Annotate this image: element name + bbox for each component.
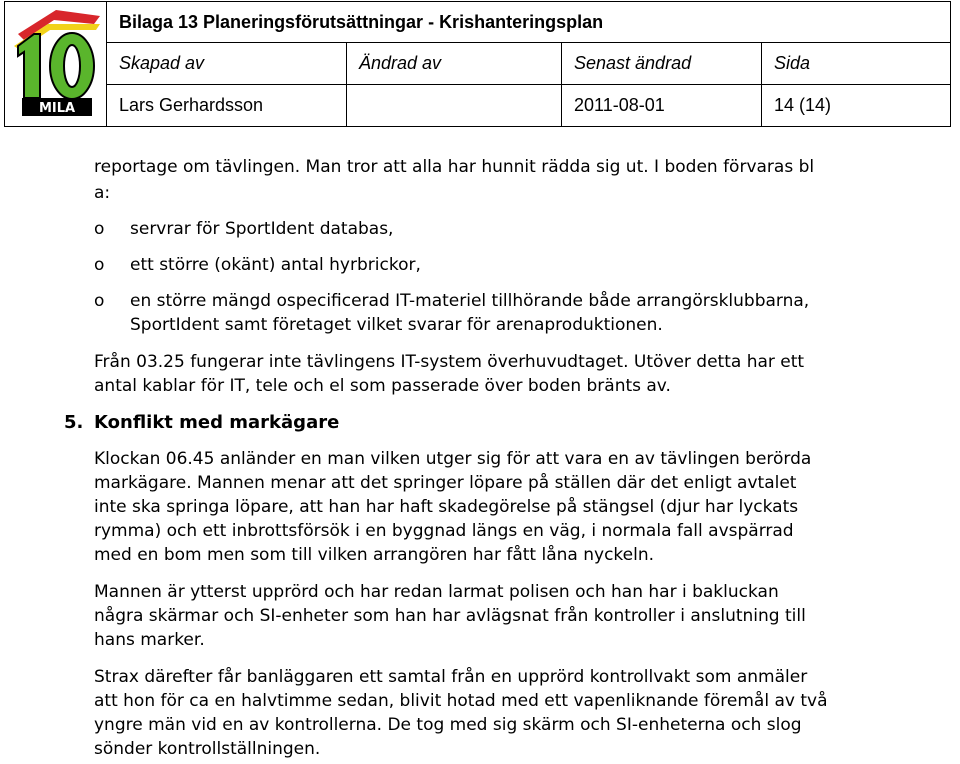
list-item: en större mängd ospecificerad IT-materiel tillhörande både arrangörsklubbarna, — [130, 291, 810, 311]
text-line: att hon för ca en halvtimme sedan, blivit hotad med ett vapenliknande föremål av två — [94, 691, 828, 711]
logo-digit-zero-hole — [64, 45, 80, 87]
text-line: med en bom men som till vilken arrangören har fått låna nyckeln. — [94, 545, 655, 565]
document-header — [4, 1, 951, 127]
text-line: a: — [94, 183, 111, 203]
created-by-value: Lars Gerhardsson — [107, 84, 347, 126]
list-item: ett större (okänt) antal hyrbrickor, — [130, 255, 421, 275]
logo-word: MILA — [38, 100, 75, 116]
last-changed-value: 2011-08-01 — [562, 84, 762, 126]
logo-cell — [5, 2, 107, 127]
text-line: antal kablar för IT, tele och el som passerade över boden bränts av. — [94, 376, 671, 396]
text-line: inte ska springa löpare, att han har haft skadegörelse på stängsel (djur har lyckats — [94, 497, 799, 517]
text-line: hans marker. — [94, 630, 205, 650]
changed-by-value — [347, 84, 562, 126]
page-label: Sida — [762, 43, 951, 84]
text-line: rymma) och ett inbrottsförsök i en byggnad längs en väg, i normala fall avspärrad — [94, 521, 794, 541]
page-number: 14 (14) — [762, 84, 951, 126]
created-by-label: Skapad av — [107, 43, 347, 84]
list-item-continuation: SportIdent samt företaget vilket svarar för arenaproduktionen. — [130, 315, 663, 335]
changed-by-label: Ändrad av — [347, 43, 562, 84]
10-mila-logo — [8, 6, 104, 118]
text-line: yngre män vid en av kontrollerna. De tog med sig skärm och SI-enheterna och slog — [94, 715, 802, 735]
text-line: Från 03.25 fungerar inte tävlingens IT-system överhuvudtaget. Utöver detta har ett — [94, 352, 805, 372]
text-line: sönder kontrollställningen. — [94, 739, 321, 759]
text-line: Klockan 06.45 anländer en man vilken utger sig för att vara en av tävlingen berörda — [94, 449, 812, 469]
text-line: Strax därefter får banläggaren ett samtal från en upprörd kontrollvakt som anmäler — [94, 667, 808, 687]
last-changed-label: Senast ändrad — [562, 43, 762, 84]
document-title: Bilaga 13 Planeringsförutsättningar - Krishanteringsplan — [107, 2, 951, 43]
bullet-marker: o — [94, 255, 105, 275]
section-number: 5. — [64, 412, 84, 433]
logo-digit-one — [18, 34, 40, 98]
text-line: reportage om tävlingen. Man tror att alla har hunnit rädda sig ut. I boden förvaras bl — [94, 157, 815, 177]
section-heading: Konflikt med markägare — [94, 412, 340, 433]
list-item: servrar för SportIdent databas, — [130, 219, 394, 239]
text-line: Mannen är ytterst upprörd och har redan larmat polisen och han har i bakluckan — [94, 582, 779, 602]
bullet-marker: o — [94, 219, 105, 239]
text-line: markägare. Mannen menar att det springer löpare på ställen där det enligt avtalet — [94, 473, 797, 493]
bullet-marker: o — [94, 291, 105, 311]
text-line: några skärmar och SI-enheter som han har avlägsnat från kontroller i anslutning till — [94, 606, 806, 626]
